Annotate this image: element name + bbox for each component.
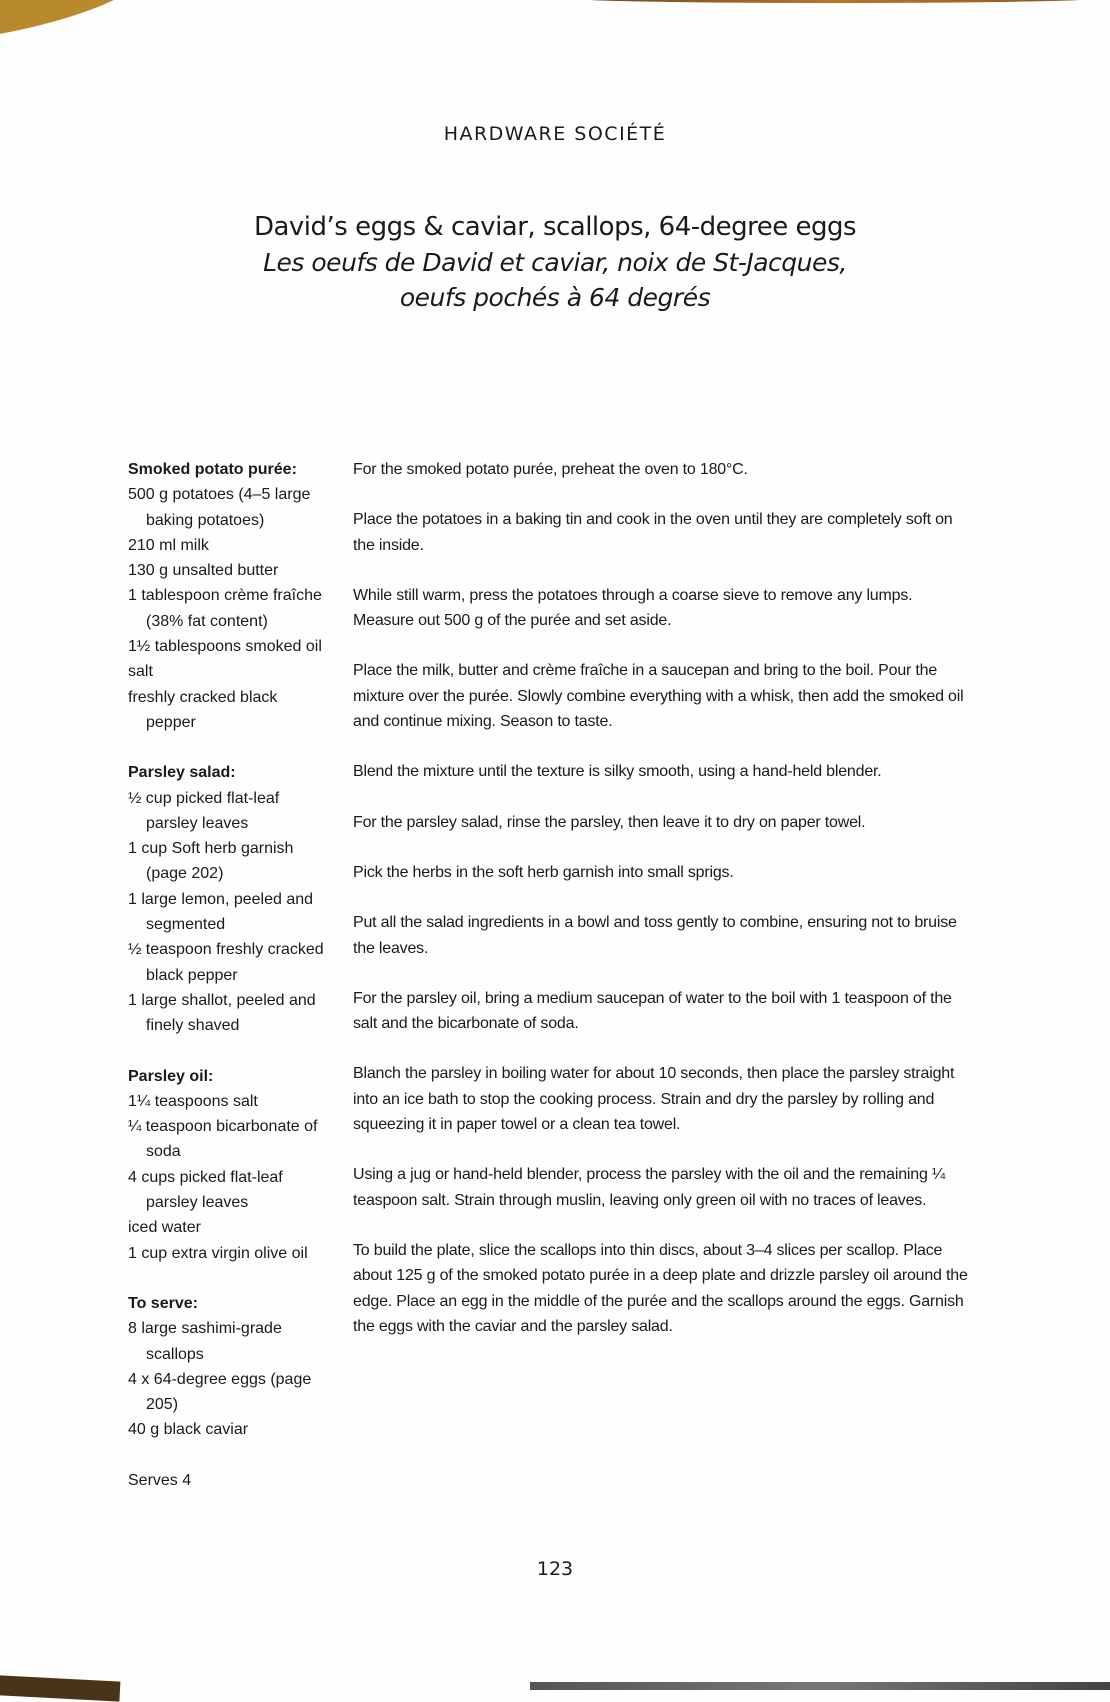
ingredient-item: 1 cup Soft herb garnish (page 202) [128,840,294,883]
method-step: For the smoked potato purée, preheat the oven to 180°C. [353,461,748,478]
ingredient-item: freshly cracked black pepper [128,688,278,731]
page-number: 123 [536,1558,574,1580]
ingredient-section-heading: To serve: [128,1294,198,1312]
book-edge-decoration [0,1674,120,1701]
ingredient-section-heading: Parsley salad: [128,764,236,782]
method-step: Pick the herbs in the soft herb garnish into small sprigs. [353,863,734,881]
recipe-title-french-line-1: Les oeufs de David et caviar, noix de St-Jacques, [263,248,847,277]
method-step: While still warm, press the potatoes through a coarse sieve to remove any lumps. Measure out 500 g of the purée and set aside. [353,586,913,630]
method-step: Place the milk, butter and crème fraîche in a saucepan and bring to the boil. Pour the mixture over the purée. Slowly combine everything with a whisk, then add the smoked oil and continue mixing. Season to taste. [353,662,964,731]
ingredient-item: 1 large shallot, peeled and finely shaved [128,991,316,1035]
ingredient-section [128,457,328,735]
ingredient-section-heading: Smoked potato purée: [128,461,297,478]
ingredient-section [128,1291,328,1443]
method-step: For the parsley oil, bring a medium saucepan of water to the boil with 1 teaspoon of the salt and the bicarbonate of soda. [353,989,952,1033]
method-step: For the parsley salad, rinse the parsley, then leave it to dry on paper towel. [353,813,866,831]
ingredient-item: iced water [128,1219,201,1237]
method-step: Blanch the parsley in boiling water for about 10 seconds, then place the parsley straight into an ice bath to stop the cooking process. Strain and dry the parsley by rolling and squeezing it in paper towel or a clean tea towel. [353,1065,955,1134]
recipe-title-english: David’s eggs & caviar, scallops, 64-degree eggs [253,212,857,242]
ingredient-section [128,1064,328,1266]
ingredient-item: 130 g unsalted butter [128,562,279,580]
ingredient-item: 4 x 64-degree eggs (page 205) [128,1370,312,1414]
ingredient-section-heading: Parsley oil: [128,1067,214,1085]
method-step: Blend the mixture until the texture is silky smooth, using a hand-held blender. [353,763,882,781]
ingredient-item: 1½ tablespoons smoked oil [128,638,322,656]
ingredient-item: 500 g potatoes (4–5 large baking potatoes) [128,486,311,529]
ingredient-item: ½ teaspoon freshly cracked black pepper [128,941,324,984]
ingredient-item: ½ cup picked flat-leaf parsley leaves [128,789,280,832]
book-edge-decoration [530,1682,1110,1690]
book-edge-decoration [0,0,173,42]
ingredient-item: 40 g black caviar [128,1421,249,1439]
ingredient-section [128,760,328,1038]
method-column [353,457,973,1364]
ingredients-column [128,457,328,1493]
ingredient-item: 4 cups picked flat-leaf parsley leaves [128,1168,283,1212]
recipe-title-french-line-2: oeufs pochés à 64 degrés [399,283,711,312]
running-header: HARDWARE SOCIÉTÉ [443,123,667,145]
recipe-title-block [0,210,1110,315]
method-step: Put all the salad ingredients in a bowl and toss gently to combine, ensuring not to bruise the leaves. [353,914,957,957]
ingredient-item: ¼ teaspoon bicarbonate of soda [128,1118,318,1161]
book-edge-decoration [575,0,1095,3]
ingredient-item: 1¼ teaspoons salt [128,1092,258,1110]
serves-count: Serves 4 [128,1471,192,1489]
ingredient-item: 1 cup extra virgin olive oil [128,1244,308,1262]
method-step: Place the potatoes in a baking tin and cook in the oven until they are completely soft on the inside. [353,511,953,554]
method-step: To build the plate, slice the scallops into thin discs, about 3–4 slices per scallop. Place about 125 g of the smoked potato purée in a deep plate and drizzle parsley oil around the edge. Place an egg in the middle of the purée and the scallops around the eggs. Garnish the eggs with the caviar and the parsley salad. [353,1241,968,1335]
ingredient-item: 8 large sashimi-grade scallops [128,1320,282,1363]
ingredient-item: 1 tablespoon crème fraîche (38% fat content) [128,587,322,630]
ingredient-item: salt [128,663,153,681]
ingredient-item: 210 ml milk [128,536,209,554]
ingredient-item: 1 large lemon, peeled and segmented [128,890,314,934]
method-step: Using a jug or hand-held blender, process the parsley with the oil and the remaining ¼ teaspoon salt. Strain through muslin, leaving only green oil with no traces of leaves. [353,1166,946,1209]
